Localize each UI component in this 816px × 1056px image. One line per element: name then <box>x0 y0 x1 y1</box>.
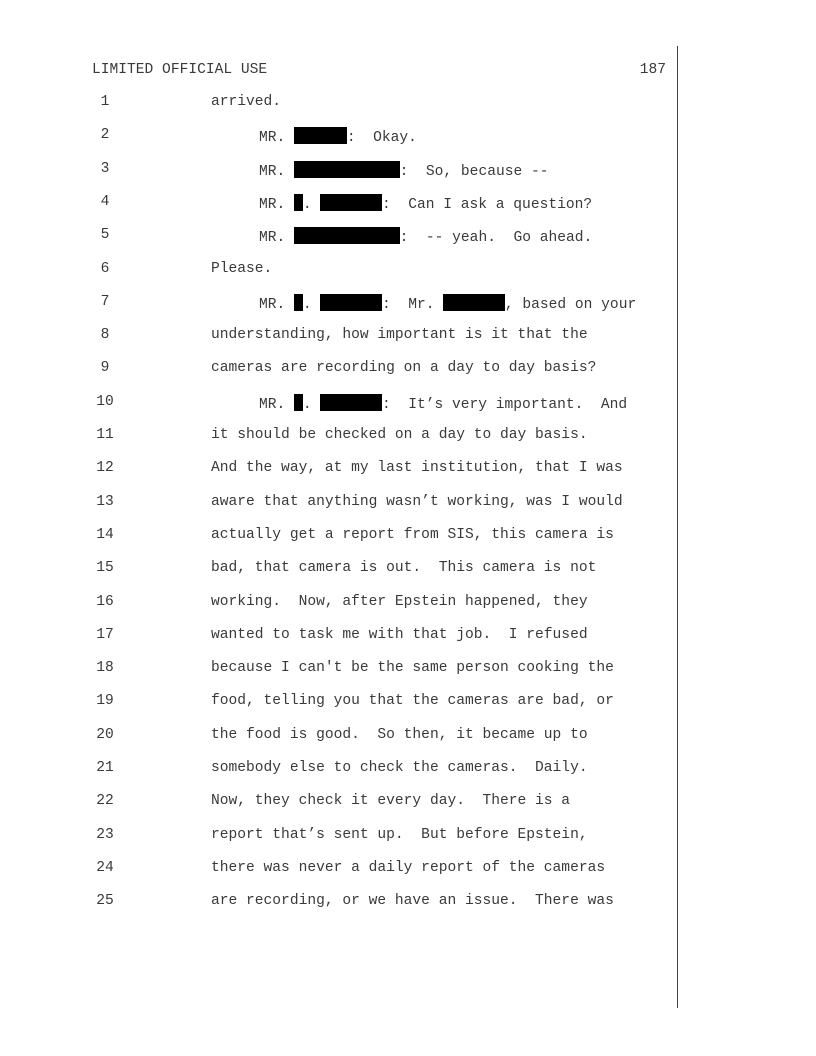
line-text <box>259 161 549 180</box>
line-text <box>259 227 592 246</box>
line-text-segment: there was never a daily report of the cameras <box>211 859 606 876</box>
header-classification: LIMITED OFFICIAL USE <box>92 62 268 78</box>
line-text-segment: understanding, how important is it that the <box>211 327 588 344</box>
line-text <box>211 627 588 643</box>
line-number: 2 <box>100 127 110 144</box>
line-text-segment: : Okay. <box>346 130 417 147</box>
line-text-segment: the food is good. So then, it became up to <box>211 726 588 743</box>
transcript-line <box>0 127 676 147</box>
line-number: 17 <box>96 626 114 643</box>
line-text <box>211 594 588 610</box>
line-text-segment: : Can I ask a question? <box>381 196 593 213</box>
line-text-segment: . <box>302 296 321 313</box>
transcript-line <box>0 227 676 247</box>
transcript-line <box>0 360 676 380</box>
line-text-segment: are recording, or we have an issue. There was <box>211 893 614 910</box>
line-text <box>211 760 588 776</box>
line-text-segment: aware that anything wasn’t working, was I would <box>211 493 623 510</box>
transcript-line <box>0 793 676 813</box>
redaction-block <box>294 161 400 178</box>
line-text-segment: MR. <box>259 396 295 413</box>
line-number: 20 <box>96 726 114 743</box>
line-text <box>211 693 614 709</box>
transcript-line <box>0 627 676 647</box>
transcript-line <box>0 660 676 680</box>
line-text <box>211 893 614 909</box>
redaction-block <box>294 227 400 244</box>
line-number: 15 <box>96 560 114 577</box>
line-number: 19 <box>96 693 114 710</box>
line-number: 22 <box>96 793 114 810</box>
line-number: 18 <box>96 660 114 677</box>
line-text-segment: Please. <box>211 260 273 277</box>
transcript-line <box>0 693 676 713</box>
transcript-line <box>0 294 676 314</box>
line-text <box>211 427 588 443</box>
line-number: 13 <box>96 493 114 510</box>
line-text-segment: wanted to task me with that job. I refused <box>211 626 588 643</box>
line-text <box>259 394 627 413</box>
line-text <box>211 660 614 676</box>
line-text-segment: bad, that camera is out. This camera is not <box>211 560 597 577</box>
redaction-block <box>320 394 382 411</box>
line-text <box>211 494 623 510</box>
line-text-segment: actually get a report from SIS, this camera is <box>211 526 614 543</box>
line-text-segment: MR. <box>259 296 295 313</box>
redaction-block <box>443 294 505 311</box>
line-text-segment: : It’s very important. And <box>381 396 628 413</box>
line-text <box>211 94 281 110</box>
line-number: 8 <box>100 327 110 344</box>
line-text-segment: MR. <box>259 130 295 147</box>
right-margin-rule <box>677 46 678 1008</box>
line-number: 21 <box>96 760 114 776</box>
line-text <box>211 727 588 743</box>
line-number: 11 <box>96 427 114 443</box>
transcript-line <box>0 560 676 580</box>
line-text-segment: And the way, at my last institution, that I was <box>211 460 623 477</box>
line-number: 6 <box>100 260 110 277</box>
line-text-segment: working. Now, after Epstein happened, they <box>211 593 588 610</box>
line-number: 1 <box>100 94 110 110</box>
line-text <box>211 860 605 876</box>
line-number: 4 <box>100 193 110 210</box>
transcript-line <box>0 460 676 480</box>
line-text-segment: cameras are recording on a day to day basis? <box>211 360 597 377</box>
line-text-segment: , based on your <box>504 296 637 313</box>
line-number: 16 <box>96 593 114 610</box>
line-text-segment: because I can't be the same person cooking the <box>211 660 614 677</box>
transcript-line <box>0 827 676 847</box>
transcript-line <box>0 727 676 747</box>
line-text-segment: it should be checked on a day to day basis. <box>211 427 588 443</box>
line-text <box>211 360 596 376</box>
transcript-line <box>0 394 676 414</box>
line-number: 5 <box>100 227 110 244</box>
line-text-segment: . <box>302 396 321 413</box>
line-text <box>211 827 588 843</box>
redaction-block <box>320 294 382 311</box>
line-number: 9 <box>100 360 110 377</box>
line-text-segment: : So, because -- <box>399 163 549 180</box>
page-number: 187 <box>639 62 666 78</box>
line-text <box>259 127 417 146</box>
line-text-segment: MR. <box>259 230 295 247</box>
transcript-line <box>0 527 676 547</box>
line-number: 12 <box>96 460 114 477</box>
line-number: 14 <box>96 526 114 543</box>
line-text <box>211 261 272 277</box>
redaction-block <box>294 194 303 211</box>
line-text <box>211 460 623 476</box>
line-text <box>211 527 614 543</box>
transcript-line <box>0 327 676 347</box>
transcript-line <box>0 494 676 514</box>
line-text-segment: somebody else to check the cameras. Daily. <box>211 760 588 776</box>
line-text-segment: report that’s sent up. But before Epstein, <box>211 826 588 843</box>
line-text-segment: : -- yeah. Go ahead. <box>399 230 593 247</box>
transcript-line <box>0 860 676 880</box>
transcript-line <box>0 427 676 447</box>
line-text-segment: : Mr. <box>381 296 444 313</box>
transcript-line <box>0 261 676 281</box>
line-number: 7 <box>100 293 110 310</box>
line-text-segment: MR. <box>259 196 295 213</box>
transcript-line <box>0 94 676 114</box>
transcript-line <box>0 893 676 913</box>
transcript-line <box>0 760 676 780</box>
line-text <box>211 327 588 343</box>
line-text <box>259 194 592 213</box>
transcript-line <box>0 194 676 214</box>
line-number: 10 <box>96 393 114 410</box>
line-text-segment: Now, they check it every day. There is a <box>211 793 571 810</box>
line-text <box>211 793 570 809</box>
line-text-segment: . <box>302 196 321 213</box>
transcript-line <box>0 594 676 614</box>
line-number: 23 <box>96 826 114 843</box>
redaction-block <box>320 194 382 211</box>
line-text <box>259 294 636 313</box>
redaction-block <box>294 127 347 144</box>
redaction-block <box>294 294 303 311</box>
line-text-segment: MR. <box>259 163 295 180</box>
line-number: 25 <box>96 893 114 910</box>
transcript-line <box>0 161 676 181</box>
line-number: 3 <box>100 160 110 177</box>
line-text-segment: food, telling you that the cameras are bad, or <box>211 693 614 710</box>
redaction-block <box>294 394 303 411</box>
line-text <box>211 560 596 576</box>
line-number: 24 <box>96 859 114 876</box>
line-text-segment: arrived. <box>211 94 282 110</box>
